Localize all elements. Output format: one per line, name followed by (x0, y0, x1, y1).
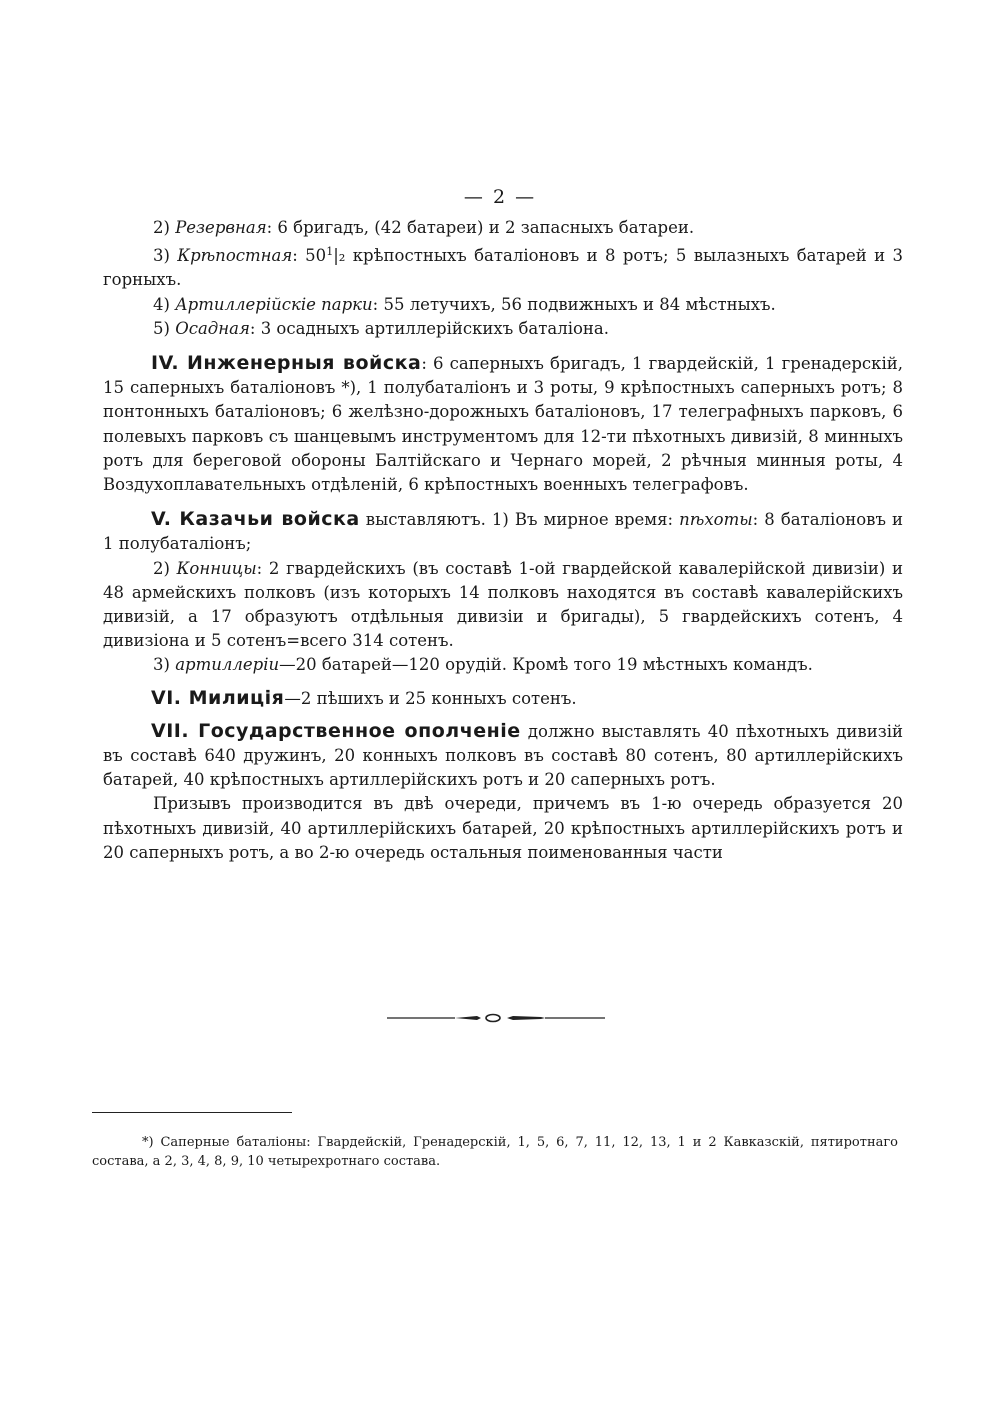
item-text: : 50 (292, 246, 327, 266)
conscription-paragraph: Призывъ производится въ двѣ очереди, причемъ въ 1-ю очередь образуется 20 пѣхотныхъ дивизій, 40 артиллерійскихъ батарей, 20 крѣпостныхъ артиллерійскихъ ротъ и 20 саперныхъ ротъ, а во 2-ю очередь остальныя поименованныя части (103, 794, 903, 862)
ornament-divider (385, 1006, 607, 1030)
section-text: должно выставлять 40 пѣхотныхъ дивизій въ составѣ 640 дружинъ, 20 конныхъ полковъ въ составѣ 80 сотенъ, 80 артиллерійскихъ батарей, 40 крѣпостныхъ артиллерійскихъ ротъ и 20 саперныхъ ротъ. (103, 721, 903, 790)
footnote-divider (92, 1112, 292, 1113)
footnote (92, 1134, 898, 1171)
section-state-militia (103, 719, 903, 793)
item-number: 5) (153, 318, 170, 338)
item-term: Осадная (175, 318, 250, 338)
item-text: —20 батарей—120 орудій. Кромѣ того 19 мѣстныхъ командъ. (279, 655, 813, 675)
section-term: пѣхоты (679, 510, 753, 530)
cossack-item-2 (103, 557, 903, 654)
section-militia (103, 686, 903, 711)
item-text: : 55 летучихъ, 56 подвижныхъ и 84 мѣстныхъ. (372, 294, 776, 314)
item-text: : 6 бригадъ, (42 батареи) и 2 запасныхъ батареи. (266, 218, 695, 237)
section-text: —2 пѣшихъ и 25 конныхъ сотенъ. (284, 688, 577, 708)
cossack-item-3 (103, 653, 903, 677)
item-term: Конницы (176, 558, 257, 578)
item-term: Артиллерійскіе парки (175, 294, 373, 314)
item-term: Резервная (175, 218, 267, 237)
section-engineer-troops (103, 351, 903, 497)
artillery-item-4 (103, 293, 903, 317)
section-heading: V. Казачьи войска (151, 508, 360, 531)
section-heading: IV. Инженерныя войска (151, 352, 422, 375)
section-text: : 6 саперныхъ бригадъ, 1 гвардейскій, 1 гренадерскій, 15 саперныхъ баталіоновъ *), 1 полубаталіонъ и 3 роты, 9 крѣпостныхъ саперныхъ ротъ; 8 понтонныхъ баталіоновъ; 6 желѣзно-дорожныхъ баталіоновъ, 17 телеграфныхъ парковъ, 6 полевыхъ парковъ съ шанцевымъ инструментомъ для 12-ти пѣхотныхъ дивизій, 8 минныхъ ротъ для береговой обороны Балтійскаго и Чернаго морей, 2 рѣчныя минныя роты, 4 Воздухоплавательныхъ отдѣленій, 6 крѣпостныхъ военныхъ телеграфовъ. (103, 354, 903, 495)
item-text: |₂ крѣпостныхъ баталіоновъ и 8 ротъ; 5 вылазныхъ батарей и 3 горныхъ. (103, 246, 903, 290)
item-number: 3) (153, 246, 170, 266)
item-term: артиллеріи (175, 655, 280, 675)
item-number: 2) (153, 558, 170, 578)
artillery-item-3 (103, 240, 903, 292)
section-heading: VI. Милиція (151, 686, 285, 709)
section-text: выставляютъ. 1) Въ мирное время: (359, 510, 680, 530)
section-text: : 8 баталіоновъ и 1 полубаталіонъ; (103, 510, 904, 554)
item-text: : 3 осадныхъ артиллерійскихъ баталіона. (249, 318, 609, 338)
artillery-item-2 (103, 216, 903, 240)
section-cossack-troops (103, 507, 903, 556)
item-number: 2) (153, 218, 170, 237)
item-term: Крѣпостная (177, 246, 293, 266)
footnote-text: *) Саперные баталіоны: Гвардейскій, Гренадерскій, 1, 5, 6, 7, 11, 12, 13, 1 и 2 Кавказскій, пятиротнаго состава, а 2, 3, 4, 8, 9, 10 четырехротнаго состава. (92, 1135, 898, 1169)
fraction-superscript: 1 (326, 245, 334, 259)
item-number: 3) (153, 655, 170, 675)
body-text (103, 216, 903, 865)
page-number: — 2 — (463, 186, 537, 208)
artillery-item-5 (103, 317, 903, 341)
section-heading: VII. Государственное ополченіе (151, 719, 521, 742)
item-text: : 2 гвардейскихъ (въ составѣ 1-ой гвардейской кавалерійской дивизіи) и 48 армейскихъ полковъ (изъ которыхъ 14 полковъ находятся въ составѣ кавалерійскихъ дивизій, а 17 образуютъ отдѣльныя дивизіи и бригады), 5 гвардейскихъ сотенъ, 4 дивизіона и 5 сотенъ=всего 314 сотенъ. (103, 558, 903, 651)
item-number: 4) (153, 294, 170, 314)
